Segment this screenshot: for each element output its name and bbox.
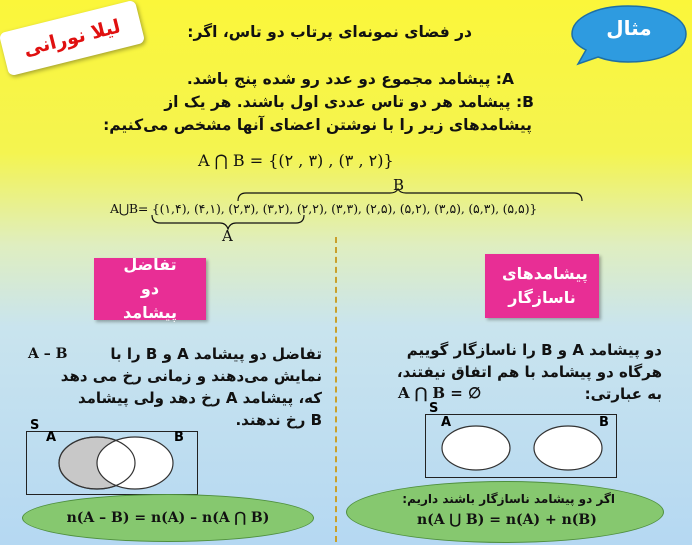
difference-line-3: که، پیشامد A رخ دهد ولی پیشامد <box>77 389 322 407</box>
venn-label-s: S <box>30 418 40 433</box>
venn-circles-disjoint <box>426 415 616 477</box>
intro-line-1: در فضای نمونه‌ای پرتاب دو تاس، اگر: <box>187 23 472 41</box>
difference-notation: A – B <box>28 346 68 362</box>
disjoint-heading-text: پیشامدهای ناسازگار <box>502 264 588 307</box>
venn-diagram-disjoint <box>425 414 617 478</box>
column-divider <box>335 237 337 542</box>
difference-formula: n(A – B) = n(A) – n(A ⋂ B) <box>66 510 270 526</box>
venn-label-b-disjoint: B <box>599 415 609 430</box>
disjoint-equation: A ⋂ B = ∅ <box>398 384 482 402</box>
brace-a <box>150 214 340 230</box>
venn-label-a-disjoint: A <box>441 415 452 430</box>
brace-b <box>150 188 590 202</box>
author-stamp <box>0 0 145 76</box>
disjoint-line-3: به عبارتی: <box>584 385 662 403</box>
difference-heading <box>94 255 206 322</box>
event-b-definition: B: پیشامد هر دو تاس عددی اول باشند. هر یک از <box>164 93 534 111</box>
disjoint-heading <box>485 254 599 318</box>
venn-label-b: B <box>174 430 184 445</box>
brace-label-b: B <box>393 176 405 194</box>
disjoint-formula: n(A ⋃ B) = n(A) + n(B) <box>417 512 597 528</box>
example-badge: مثال <box>606 16 652 40</box>
disjoint-formula-box <box>346 481 664 543</box>
union-result: A⋃B= {(۱,۴), (۴,۱), (۲,۳), (۳,۲), (۲,۲), (۳,۳), (۲,۵), (۵,۲), (۳,۵), (۵,۳), (۵,۵)} <box>110 201 538 216</box>
difference-formula-box <box>22 494 314 542</box>
event-a-definition: A: پیشامد مجموع دو عدد رو شده پنج باشد. <box>186 70 514 88</box>
difference-heading-text: تفاضل دو پیشامد <box>123 255 177 322</box>
disjoint-line-1: دو پیشامد A و B را ناسازگار گوییم <box>406 341 662 359</box>
brace-label-a: A <box>222 227 233 245</box>
venn-label-a: A <box>46 430 57 445</box>
disjoint-line-2: هرگاه دو پیشامد با هم اتفاق نیفتند، <box>396 363 662 381</box>
difference-line-1: تفاضل دو پیشامد A و B را با <box>110 345 322 363</box>
author-name: لیلا نورانی <box>21 15 123 61</box>
venn-label-s-disjoint: S <box>429 401 439 416</box>
difference-line-2: نمایش می‌دهند و زمانی رخ می دهد <box>60 367 322 385</box>
intro-line-4: پیشامدهای زیر را با نوشتن اعضای آنها مشخص می‌کنیم: <box>103 116 532 134</box>
disjoint-note: اگر دو پیشامد ناسازگار باشند داریم: <box>402 492 615 506</box>
difference-line-4: B رخ ندهند. <box>235 411 322 429</box>
intersection-result: A ⋂ B = {(۲ , ۳) , (۳ , ۲)} <box>198 151 394 170</box>
